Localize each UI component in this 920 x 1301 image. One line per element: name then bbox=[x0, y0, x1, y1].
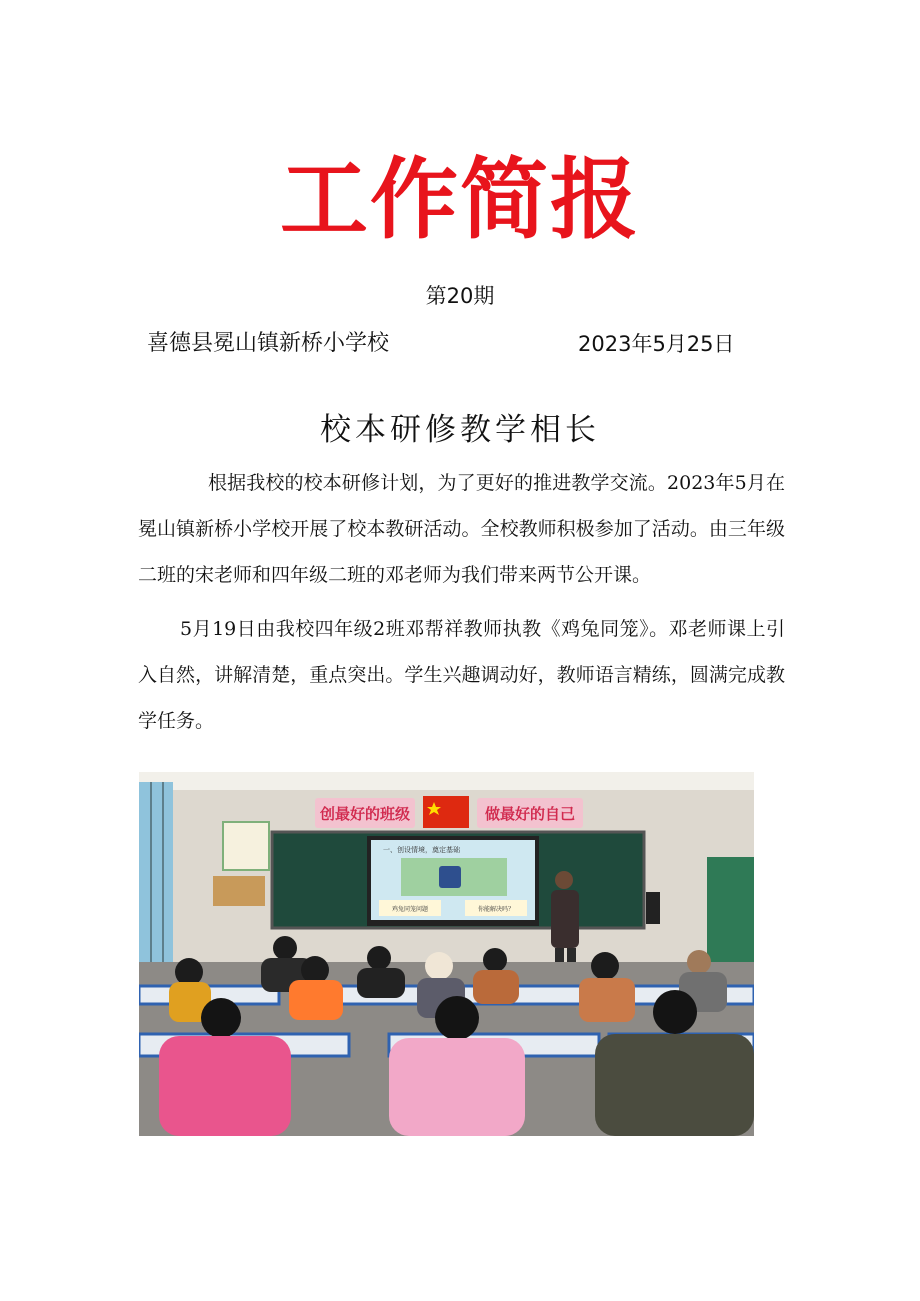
svg-text:创最好的班级: 创最好的班级 bbox=[319, 805, 411, 823]
banner-left bbox=[315, 798, 415, 828]
window-left bbox=[139, 782, 173, 972]
svg-text:你能解决吗？: 你能解决吗？ bbox=[477, 906, 515, 913]
china-flag bbox=[423, 796, 469, 828]
issue-number: 第20期 bbox=[425, 284, 495, 308]
masthead-title: 工作简报 bbox=[279, 148, 640, 251]
article-paragraph: 5月19日由我校四年级2班邓帮祥教师执教《鸡兔同笼》。邓老师课上引入自然，讲解清楚，重点突出。学生兴趣调动好，教师语言精练，圆满完成教学任务。 bbox=[138, 618, 785, 732]
article-paragraph: 根据我校的校本研修计划，为了更好的推进教学交流。2023年5月在冕山镇新桥小学校开展了校本教研活动。全校教师积极参加了活动。由三年级二班的宋老师和四年级二班的邓老师为我们带来两节公开课。 bbox=[138, 472, 785, 586]
article-title: 校本研修教学相长 bbox=[320, 412, 600, 448]
classroom-photo bbox=[139, 772, 754, 1136]
school-name: 喜德县冕山镇新桥小学校 bbox=[147, 331, 390, 356]
projector-screen bbox=[367, 836, 539, 926]
svg-text:做最好的自己: 做最好的自己 bbox=[484, 805, 576, 823]
banner-right bbox=[477, 798, 583, 828]
publish-date: 2023年5月25日 bbox=[578, 332, 735, 356]
svg-text:鸡兔同笼问题: 鸡兔同笼问题 bbox=[391, 906, 429, 913]
svg-text:一、创设情境，奠定基础: 一、创设情境，奠定基础 bbox=[383, 846, 460, 854]
